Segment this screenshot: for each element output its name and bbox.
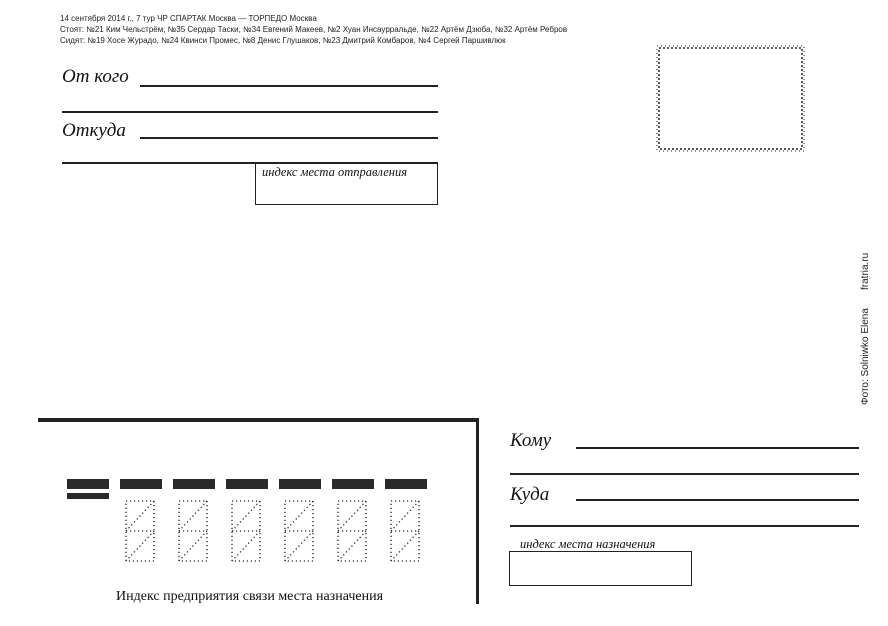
postcode-marker-bar-2	[67, 493, 109, 499]
postcode-digit-template-icon[interactable]	[390, 500, 420, 562]
postcode-bar-4	[279, 479, 321, 489]
postcode-bar-3	[226, 479, 268, 489]
recipient-address-line-2[interactable]	[510, 525, 859, 527]
postcode-bar-6	[385, 479, 427, 489]
postcode-marker-bar	[67, 479, 109, 489]
stamp-frame-icon	[656, 45, 805, 152]
postcode-frame-top	[38, 418, 478, 422]
recipient-index-label: индекс места назначения	[520, 537, 656, 551]
photo-credit: Фото: Solniwko Elena	[860, 308, 871, 405]
to-label: Кому	[510, 430, 552, 451]
postcode-digit-template-icon[interactable]	[125, 500, 155, 562]
to-line-2[interactable]	[510, 473, 859, 475]
recipient-address-line[interactable]	[576, 499, 859, 501]
sender-address-line[interactable]	[140, 137, 438, 139]
caption-line-standing: Стоят: №21 Ким Чельстрём, №35 Сердар Таски, №34 Евгений Макеев, №2 Хуан Инсаурральде, №22 Артём Дзюба, №32 Артём Ребров	[60, 25, 568, 34]
postcode-bar-5	[332, 479, 374, 489]
from-line[interactable]	[140, 85, 438, 87]
postcode-digit-template-icon[interactable]	[337, 500, 367, 562]
postcode-digit-template-icon[interactable]	[231, 500, 261, 562]
postcode-frame-right	[476, 418, 479, 604]
sender-address-label: Откуда	[62, 120, 126, 141]
recipient-address-label: Куда	[510, 484, 550, 505]
postcode-bar-2	[173, 479, 215, 489]
postcode-footer-label: Индекс предприятия связи места назначения	[116, 589, 384, 604]
sender-index-label: индекс места отправления	[262, 165, 408, 179]
caption-line-sitting: Сидят: №19 Хосе Журадо, №24 Квинси Промес, №8 Денис Глушаков, №23 Дмитрий Комбаров, №4 Сергей Паршивлюк	[60, 36, 506, 45]
recipient-index-box[interactable]	[509, 551, 692, 586]
from-label: От кого	[62, 66, 129, 87]
from-line-2[interactable]	[62, 111, 438, 113]
to-line[interactable]	[576, 447, 859, 449]
postcode-digit-template-icon[interactable]	[178, 500, 208, 562]
postcode-bar-1	[120, 479, 162, 489]
photo-site: fratria.ru	[860, 252, 871, 290]
caption-line-date: 14 сентября 2014 г., 7 тур ЧР СПАРТАК Москва — ТОРПЕДО Москва	[60, 14, 317, 23]
postcode-digit-template-icon[interactable]	[284, 500, 314, 562]
